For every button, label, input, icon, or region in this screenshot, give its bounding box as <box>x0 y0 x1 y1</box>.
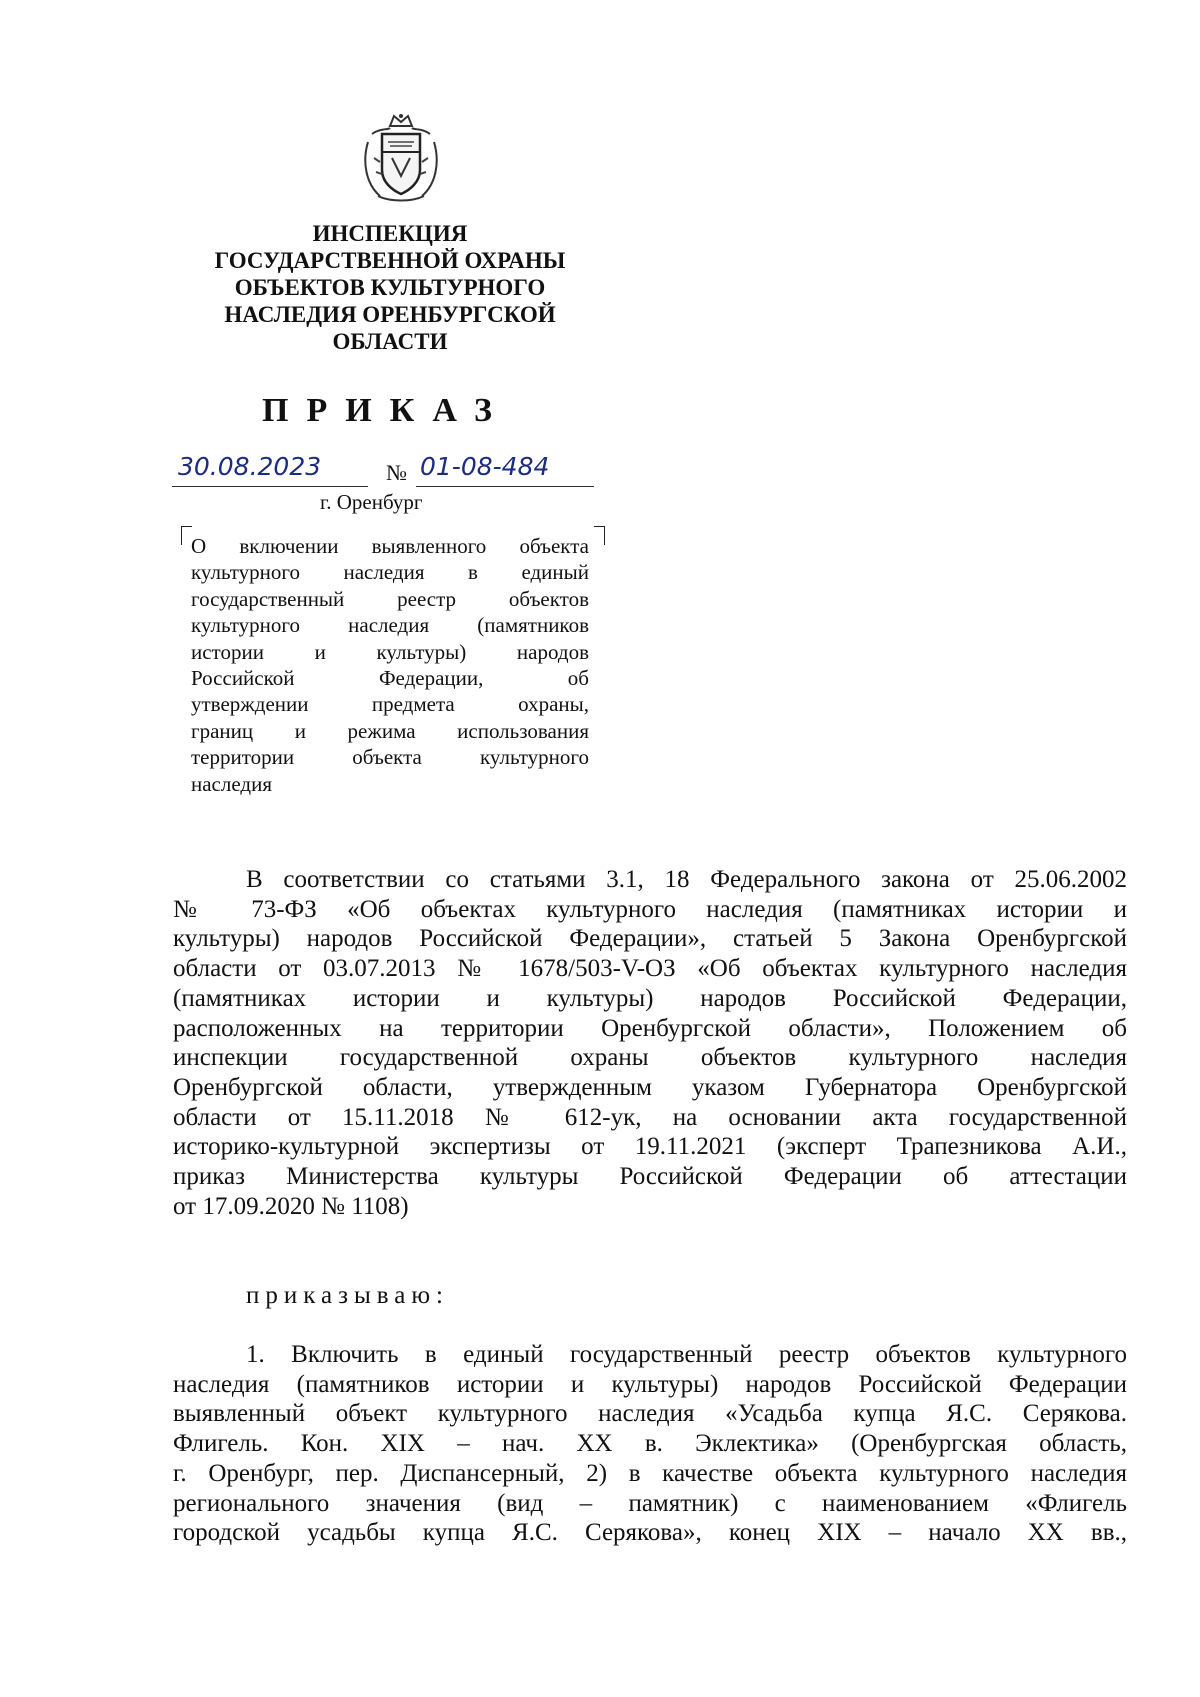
body-line: 1. Включить в единый государственный реестр объектов культурного <box>246 1341 1127 1368</box>
body-line: историко-культурной экспертизы от 19.11.2021 (эксперт Трапезникова А.И., <box>173 1133 1127 1161</box>
body-line: Оренбургской области, утвержденным указом Губернатора Оренбургской <box>173 1073 1127 1101</box>
subject-line: территории объекта культурного <box>191 745 589 770</box>
preamble-paragraph <box>173 865 1127 1221</box>
document-type-title: ПРИКАЗ <box>262 392 510 429</box>
body-line: выявленный объект культурного наследия «Усадьба купца Я.С. Серякова. <box>173 1400 1127 1428</box>
body-line: В соответствии со статьями 3.1, 18 Федерального закона от 25.06.2002 <box>246 866 1127 893</box>
body-line: № 73-ФЗ «Об объектах культурного наследия (памятниках истории и <box>173 895 1127 923</box>
body-line: области от 03.07.2013 № 1678/503-V-ОЗ «Об объектах культурного наследия <box>173 955 1127 983</box>
organization-line: ГОСУДАРСТВЕННОЙ ОХРАНЫ <box>214 248 566 273</box>
organization-line: ОБЪЕКТОВ КУЛЬТУРНОГО <box>234 275 546 300</box>
subject-line: утверждении предмета охраны, <box>191 692 589 717</box>
subject-line: О включении выявленного объекта <box>191 534 589 558</box>
organization-line: НАСЛЕДИЯ ОРЕНБУРГСКОЙ <box>224 302 556 327</box>
order-word: приказываю: <box>246 1282 449 1309</box>
body-line: г. Оренбург, пер. Диспансерный, 2) в качестве объекта культурного наследия <box>173 1459 1127 1487</box>
order-item-1 <box>173 1340 1127 1548</box>
order-date: 30.08.2023 <box>178 452 322 481</box>
body-line: расположенных на территории Оренбургской области», Положением об <box>173 1014 1127 1042</box>
body-line: (памятниках истории и культуры) народов Российской Федерации, <box>173 984 1127 1012</box>
organization-line: ИНСПЕКЦИЯ <box>312 221 468 246</box>
body-line: приказ Министерства культуры Российской Федерации об аттестации <box>173 1163 1127 1191</box>
organization-line: ОБЛАСТИ <box>332 329 448 354</box>
body-line: от 17.09.2020 № 1108) <box>173 1192 409 1220</box>
body-line: инспекции государственной охраны объектов культурного наследия <box>173 1044 1127 1072</box>
body-line: наследия (памятников истории и культуры) народов Российской Федерации <box>173 1370 1127 1398</box>
organization-name <box>190 220 590 355</box>
subject-bracket-right <box>594 526 605 545</box>
subject-line: истории и культуры) народов <box>191 639 589 664</box>
date-underline <box>172 486 368 487</box>
body-line: области от 15.11.2018 № 612-ук, на основании акта государственной <box>173 1103 1127 1131</box>
subject-line: наследия <box>191 771 272 796</box>
subject-line: культурного наследия в единый <box>191 560 589 585</box>
city: г. Оренбург <box>320 490 423 514</box>
subject-line: границ и режима использования <box>191 718 589 743</box>
body-line: Флигель. Кон. XIX – нач. XX в. Эклектика» (Оренбургская область, <box>173 1430 1127 1458</box>
coat-of-arms-icon <box>360 112 442 204</box>
body-line: культуры) народов Российской Федерации», статьей 5 Закона Оренбургской <box>173 925 1127 953</box>
subject-line: Российской Федерации, об <box>191 666 589 691</box>
number-underline <box>416 486 594 487</box>
order-subject <box>191 533 589 797</box>
subject-line: государственный реестр объектов <box>191 586 589 611</box>
order-number: 01-08-484 <box>420 452 550 481</box>
body-line: городской усадьбы купца Я.С. Серякова», конец XIX – начало XX вв., <box>173 1519 1127 1547</box>
subject-line: культурного наследия (памятников <box>191 613 589 638</box>
body-line: регионального значения (вид – памятник) с наименованием «Флигель <box>173 1489 1127 1517</box>
number-sign: № <box>386 460 407 485</box>
